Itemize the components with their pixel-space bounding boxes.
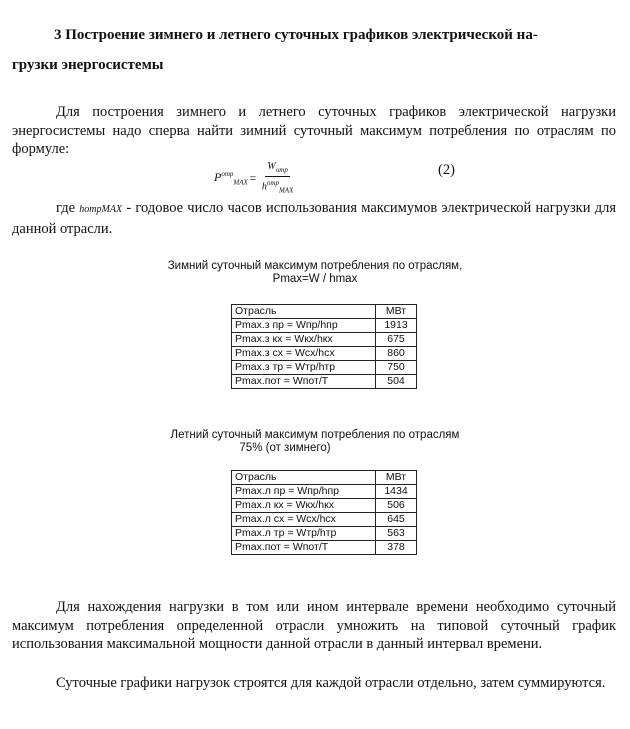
winter-table-caption: Зимний суточный максимум потребления по отраслям, Pmax=W / hmax (167, 260, 463, 285)
section-heading-line1: 3 Построение зимнего и летнего суточных графиков электрической на- (54, 27, 538, 43)
closing-paragraph-2: Суточные графики нагрузок строятся для каждой отрасли отдельно, затем суммируются. (56, 675, 606, 691)
closing-paragraph-1: Для нахождения нагрузки в том или ином интервале времени необходимо суточный максимум потребления определенной отрасли умножить на типовой суточный график использования максимальной мощности данной отрасли в данный интервал времени. (12, 599, 616, 652)
winter-table (231, 304, 417, 389)
formula-fraction: $\frac{W_{отр}}{h^{отр}_{MAX}}$ (261, 161, 294, 195)
table-row: Pmax.пот = Wпот/T 378 (232, 541, 417, 555)
table-row: Pmax.з пр = Wпр/hпр 1913 (232, 319, 417, 333)
where-symbol: hотрMAX (79, 204, 123, 215)
table-row: Pmax.л сх = Wсх/hсх 645 (232, 513, 417, 527)
table-header-row: Отрасль МВт (232, 471, 417, 485)
table-header-row: Отрасль МВт (232, 305, 417, 319)
table-row: Pmax.л тр = Wтр/hтр 563 (232, 527, 417, 541)
equation-number: (2) (438, 162, 455, 178)
summer-table-caption: Летний суточный максимум потребления по отраслям 75% (от зимнего) (170, 429, 460, 454)
table-row: Pmax.з кх = Wкх/hкх 675 (232, 333, 417, 347)
table-row: Pmax.з сх = Wсх/hсх 860 (232, 347, 417, 361)
section-heading-line2: грузки энергосистемы (12, 57, 164, 73)
table-row: Pmax.л пр = Wпр/hпр 1434 (232, 485, 417, 499)
table-row: Pmax.л кх = Wкх/hкх 506 (232, 499, 417, 513)
formula-lhs: $P^{отр}_{MAX}$ (214, 170, 248, 187)
section-heading (12, 20, 612, 80)
where-paragraph: где hотрMAX - годовое число часов использования максимумов электрической нагрузки для данной отрасли. (12, 200, 617, 237)
intro-paragraph: Для построения зимнего и летнего суточных графиков электрической нагрузки энергосистемы надо сперва найти зимний суточный максимум потребления по отраслям по формуле: (12, 104, 616, 157)
table-row: Pmax.пот = Wпот/T 504 (232, 375, 417, 389)
summer-table (231, 470, 417, 555)
table-row: Pmax.з тр = Wтр/hтр 750 (232, 361, 417, 375)
formula: $P^{отр}_{MAX}$ = $\frac{W_{отр}}{h^{отр}_{MAX}}$ (214, 161, 294, 195)
